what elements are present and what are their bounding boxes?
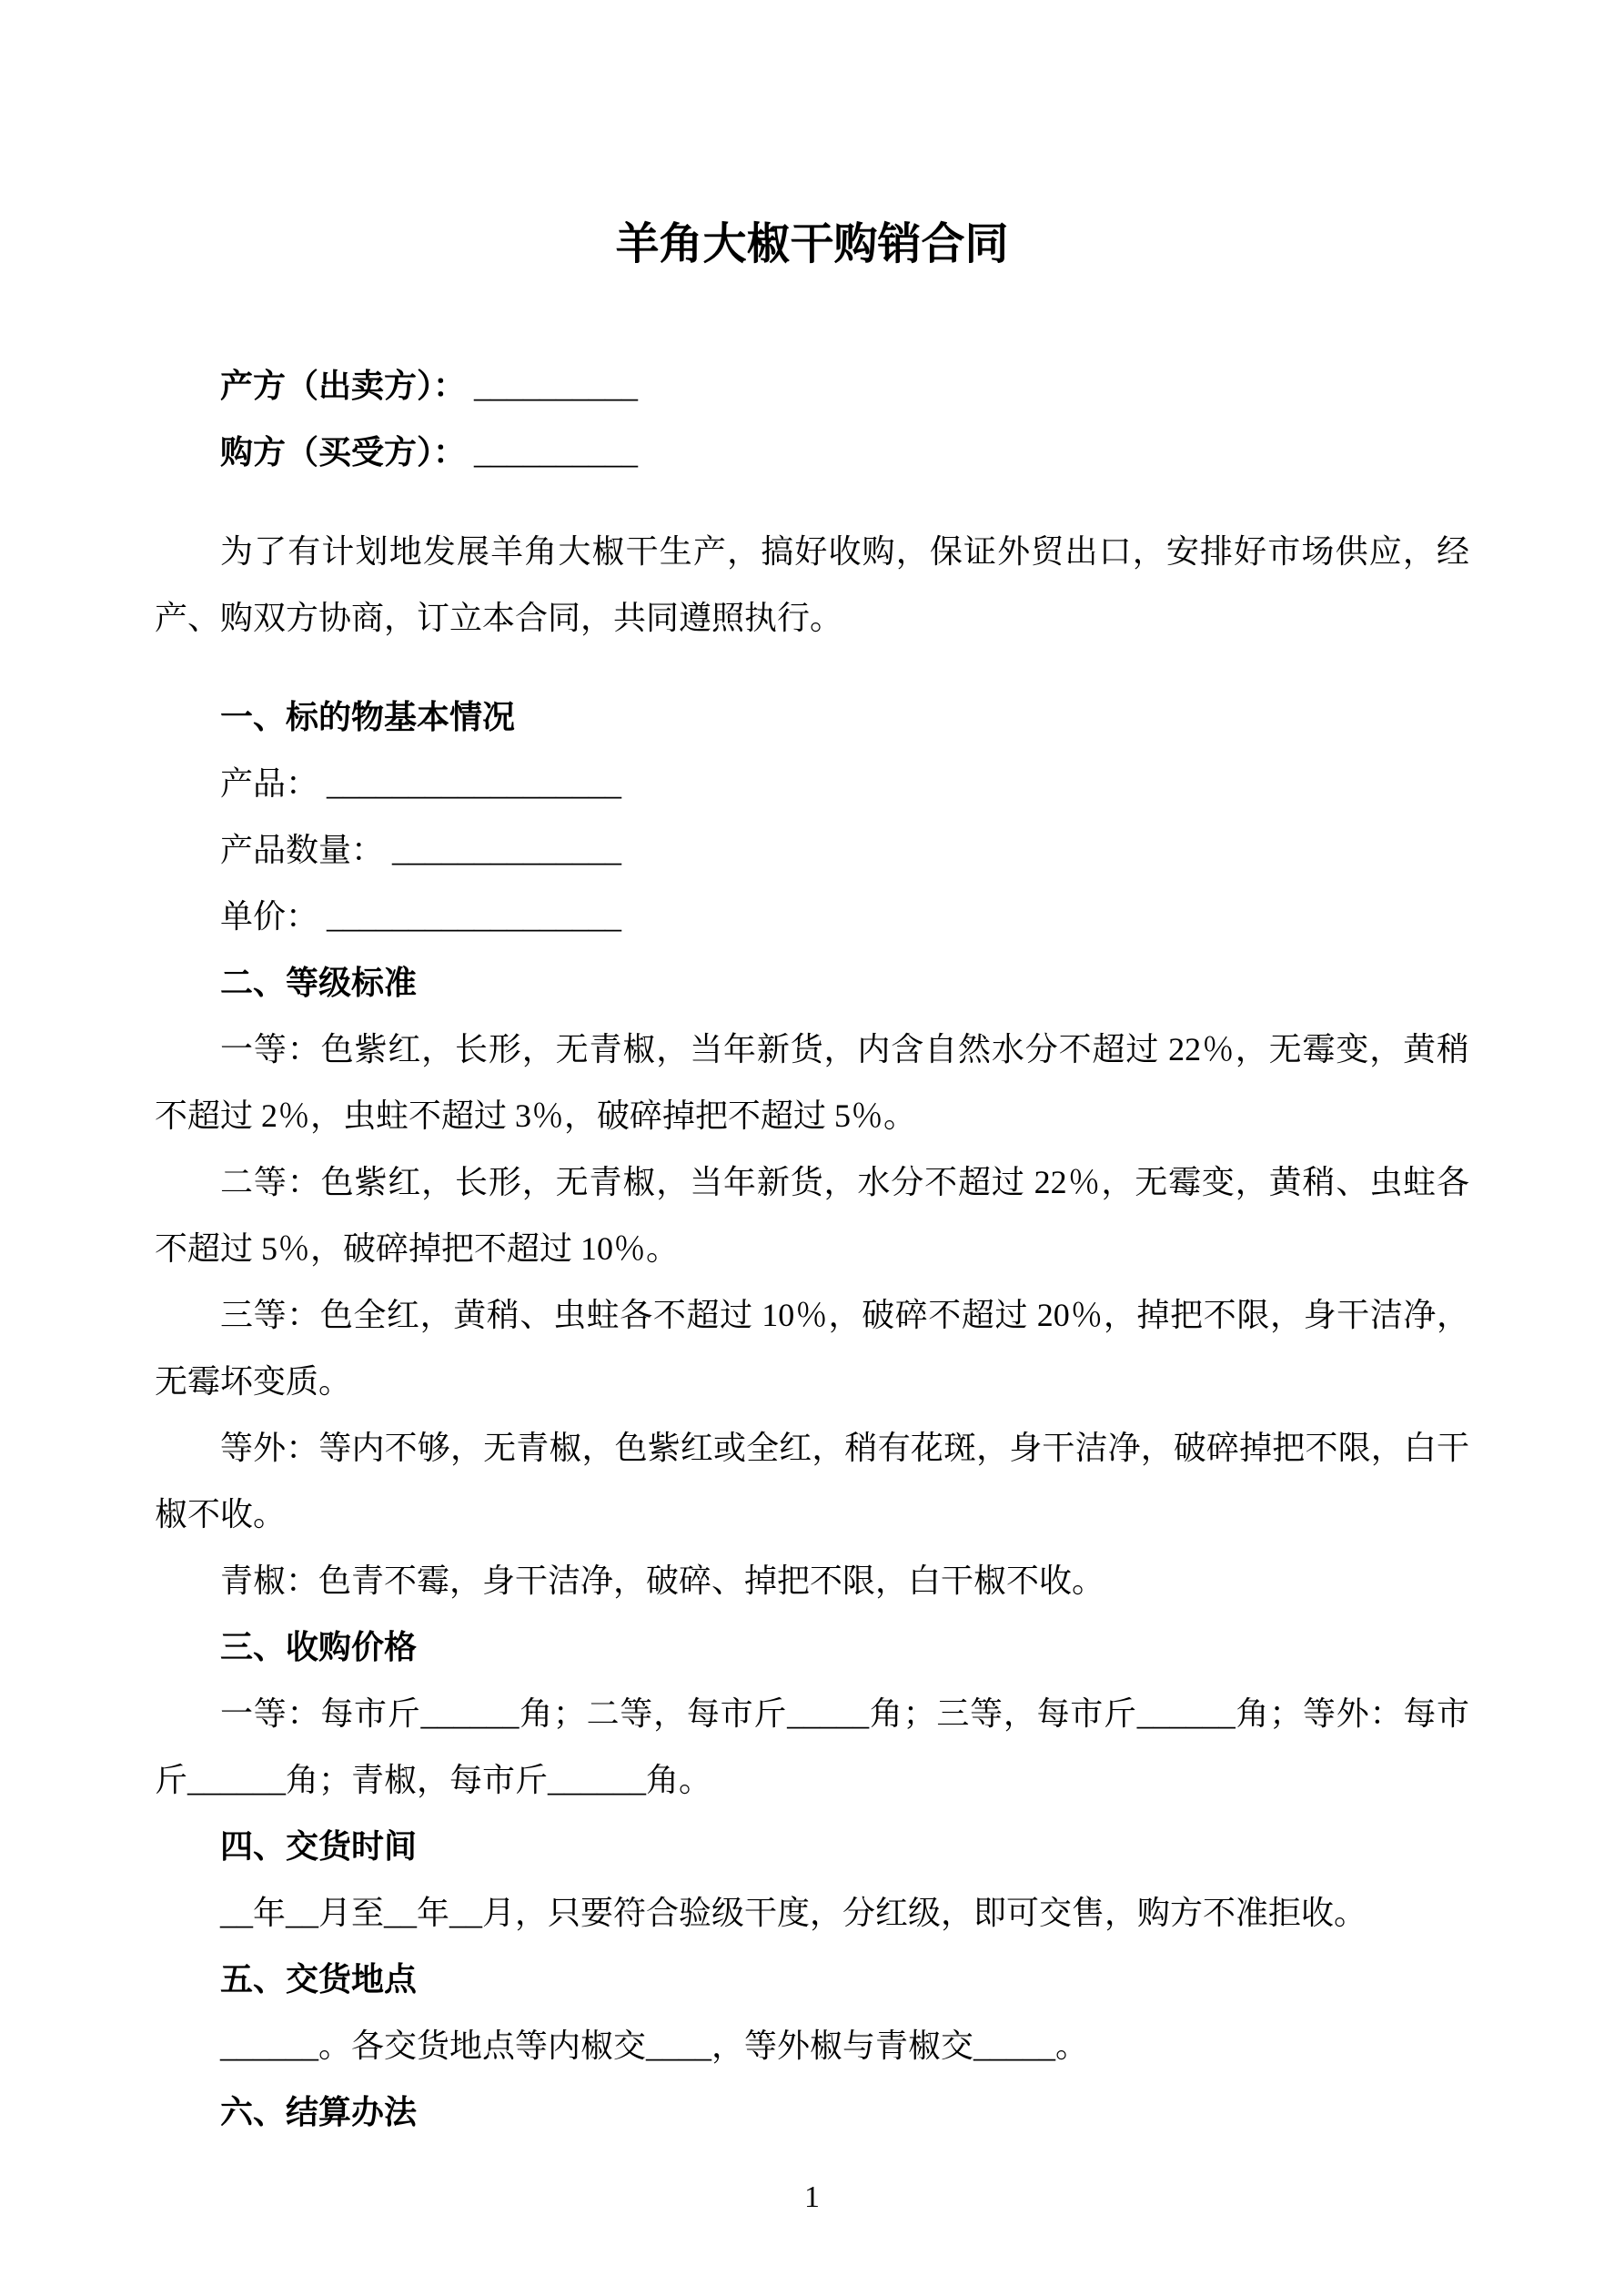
page-number: 1 (804, 2180, 820, 2214)
quantity-field: 产品数量： ______________ (220, 832, 622, 868)
buyer-blank: __________ (466, 434, 639, 470)
buyer-label: 购方（买受方）： (220, 434, 467, 470)
price-paragraph: 一等：每市斤______角；二等，每市斤_____角；三等，每市斤______角；等外：每市斤______角；青椒，每市斤______角。 (155, 1695, 1469, 1798)
section2-heading: 二、等级标准 (220, 965, 418, 1001)
section5-heading: 五、交货地点 (220, 1961, 418, 1998)
delivery-place-paragraph: ______。各交货地点等内椒交____，等外椒与青椒交_____。 (220, 2028, 1089, 2064)
section4-heading: 四、交货时间 (220, 1828, 418, 1865)
seller-line (155, 353, 1469, 420)
section3-heading: 三、收购价格 (220, 1629, 418, 1665)
seller-blank: __________ (466, 368, 639, 404)
grade1-item: 一等：色紫红，长形，无青椒，当年新货，内含自然水分不超过 22％，无霉变，黄稍不超过 2％，虫蛀不超过 3％，破碎掉把不超过 5％。 (155, 1031, 1469, 1134)
grade-substandard-item: 等外：等内不够，无青椒，色紫红或全红，稍有花斑，身干洁净，破碎掉把不限，白干椒不收。 (155, 1430, 1469, 1532)
seller-label: 产方（出卖方）： (220, 368, 467, 404)
green-pepper-item: 青椒：色青不霉，身干洁净，破碎、掉把不限，白干椒不收。 (220, 1563, 1105, 1599)
delivery-time-paragraph: __年__月至__年__月，只要符合验级干度，分红级，即可交售，购方不准拒收。 (220, 1895, 1367, 1931)
grade2-item: 二等：色紫红，长形，无青椒，当年新货，水分不超过 22％，无霉变，黄稍、虫蛀各不超过 5％，破碎掉把不超过 10％。 (155, 1164, 1469, 1267)
document-title: 羊角大椒干购销合同 (615, 220, 1009, 268)
intro-paragraph: 为了有计划地发展羊角大椒干生产，搞好收购，保证外贸出口，安排好市场供应，经产、购双方协商，订立本合同，共同遵照执行。 (155, 533, 1469, 636)
buyer-line (155, 420, 1469, 486)
product-field: 产品： __________________ (220, 765, 622, 802)
section6-heading: 六、结算办法 (220, 2094, 418, 2130)
grade3-item: 三等：色全红，黄稍、虫蛀各不超过 10％，破碎不超过 20％，掉把不限，身干洁净，无霉坏变质。 (155, 1297, 1469, 1400)
section1-heading: 一、标的物基本情况 (220, 699, 516, 735)
unit-price-field: 单价： __________________ (220, 898, 622, 935)
